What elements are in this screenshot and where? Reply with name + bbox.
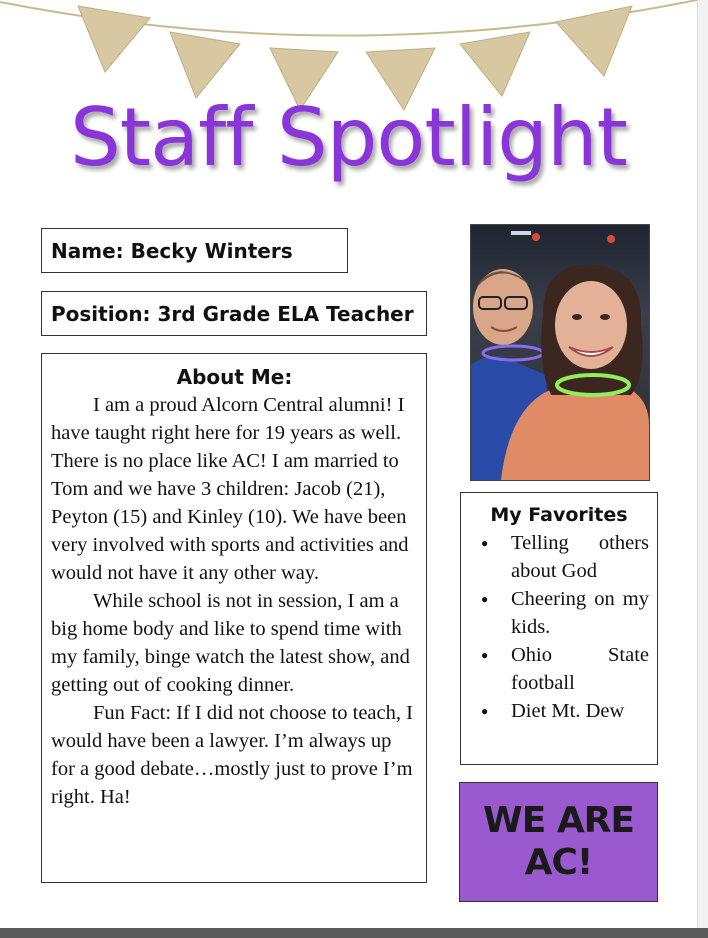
- page-title: Staff Spotlight: [69, 91, 628, 184]
- favorites-list: [469, 529, 649, 725]
- favorite-item: ● Diet Mt. Dew: [469, 697, 649, 725]
- viewer-bottom-bar: [0, 928, 708, 938]
- bunting-flag: [556, 6, 632, 76]
- position-box: [41, 291, 427, 336]
- bunting-flag: [78, 6, 150, 72]
- about-paragraph: While school is not in session, I am a big home body and like to spend time with my family, binge watch the latest show, and getting out of cooking dinner.: [51, 590, 410, 696]
- name-label: Name: Becky Winters: [51, 239, 293, 263]
- favorite-item: ● Telling others about God: [469, 529, 649, 585]
- about-heading: About Me:: [176, 365, 293, 389]
- staff-photo: [470, 224, 650, 481]
- we-are-ac-banner: [459, 782, 658, 902]
- banner-line-1: WE ARE: [482, 800, 634, 841]
- favorites-box: [460, 492, 658, 765]
- bunting-flag: [460, 32, 530, 96]
- favorite-item: ● Ohio State football: [469, 641, 649, 697]
- banner-line-2: AC!: [524, 842, 593, 883]
- name-box: [41, 228, 348, 273]
- about-paragraph: I am a proud Alcorn Central alumni! I have taught right here for 19 years as well. There is no place like AC! I am married to Tom and we have 3 children: Jacob (21), Peyton (15) and Kinley (10). We have been very involved with sports and activities and would not have it any other way.: [51, 394, 409, 584]
- favorite-item: ● Cheering on my kids.: [469, 585, 649, 641]
- about-paragraph: Fun Fact: If I did not choose to teach, I would have been a lawyer. I’m always up for a good debate…mostly just to prove I’m right. Ha!: [51, 702, 413, 808]
- viewer-right-edge: [697, 0, 708, 928]
- bunting-flag: [170, 32, 240, 98]
- position-label: Position: 3rd Grade ELA Teacher: [51, 302, 414, 326]
- favorites-heading: My Favorites: [490, 504, 628, 526]
- about-box: [41, 353, 427, 883]
